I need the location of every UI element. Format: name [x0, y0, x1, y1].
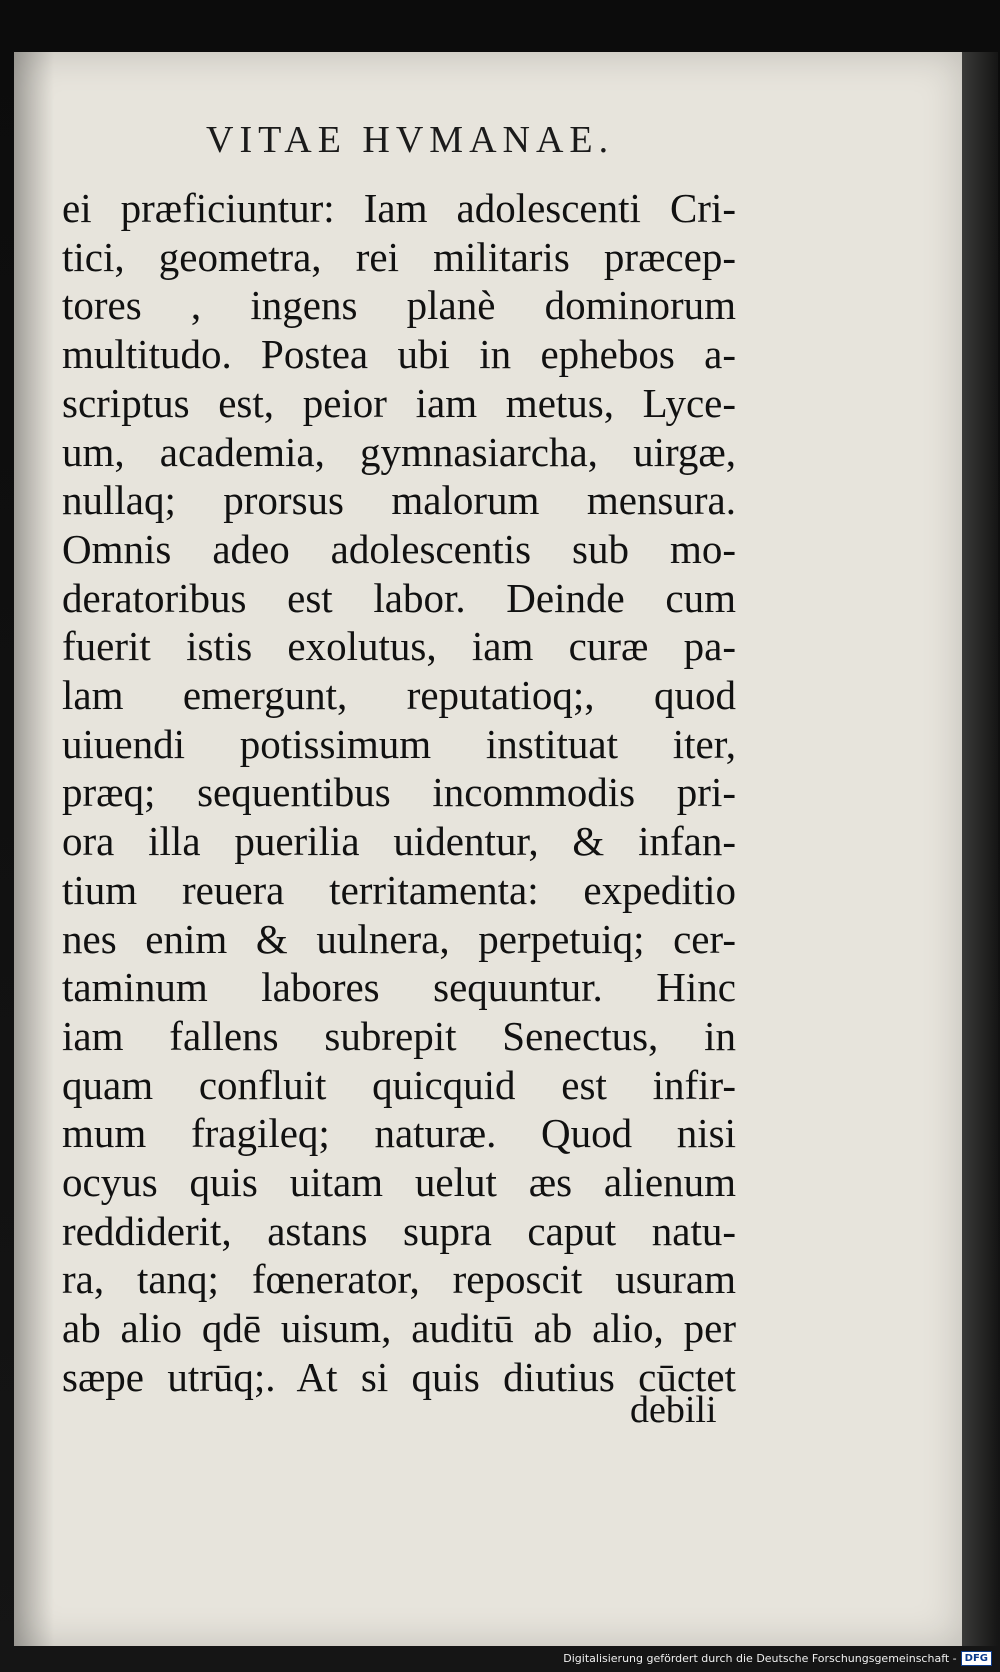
text-line: scriptus est, peior iam metus, Lyce-	[62, 379, 736, 426]
text-line: sæpe utrūq;. At si quis diutius cūctet	[62, 1353, 736, 1400]
text-line: tici, geometra, rei militaris præcep-	[62, 233, 736, 280]
text-line: taminum labores sequuntur. Hinc	[62, 964, 736, 1011]
dfg-logo: DFG	[961, 1651, 992, 1666]
page-edge	[962, 52, 998, 1646]
text-line: multitudo. Postea ubi in ephebos a-	[62, 331, 736, 378]
text-line: iam fallens subrepit Senectus, in	[62, 1012, 736, 1059]
body-text	[62, 184, 736, 1402]
text-line: tores , ingens planè dominorum	[62, 282, 736, 329]
text-line: uiuendi potissimum instituat iter,	[62, 720, 736, 767]
text-line: tium reuera territamenta: expeditio	[62, 866, 736, 913]
text-line: ora illa puerilia uidentur, & infan-	[62, 818, 736, 865]
text-line: um, academia, gymnasiarcha, uirgæ,	[62, 428, 736, 475]
text-line: nullaq; prorsus malorum mensura.	[62, 477, 736, 524]
text-line: lam emergunt, reputatioq;, quod	[62, 672, 736, 719]
running-head: VITAE HVMANAE.	[206, 119, 615, 161]
text-line: præq; sequentibus incommodis pri-	[62, 769, 736, 816]
text-line: ra, tanq; fœnerator, reposcit usuram	[62, 1256, 736, 1303]
text-line: ocyus quis uitam uelut æs alienum	[62, 1159, 736, 1206]
page-gutter-shadow	[14, 52, 54, 1646]
text-line: fuerit istis exolutus, iam curæ pa-	[62, 623, 736, 670]
credit-text: Digitalisierung gefördert durch die Deutsche Forschungsgemeinschaft -	[563, 1652, 957, 1665]
text-line: quam confluit quicquid est infir-	[62, 1061, 736, 1108]
text-line: deratoribus est labor. Deinde cum	[62, 574, 736, 621]
catchword: debili	[630, 1389, 717, 1431]
text-line: reddiderit, astans supra caput natu-	[62, 1207, 736, 1254]
text-line: ab alio qdē uisum, auditū ab alio, per	[62, 1305, 736, 1352]
text-line: nes enim & uulnera, perpetuiq; cer-	[62, 915, 736, 962]
text-line: mum fragileq; naturæ. Quod nisi	[62, 1110, 736, 1157]
digitization-credit	[563, 1651, 992, 1666]
text-line: Omnis adeo adolescentis sub mo-	[62, 525, 736, 572]
text-line: ei præficiuntur: Iam adolescenti Cri-	[62, 185, 736, 231]
